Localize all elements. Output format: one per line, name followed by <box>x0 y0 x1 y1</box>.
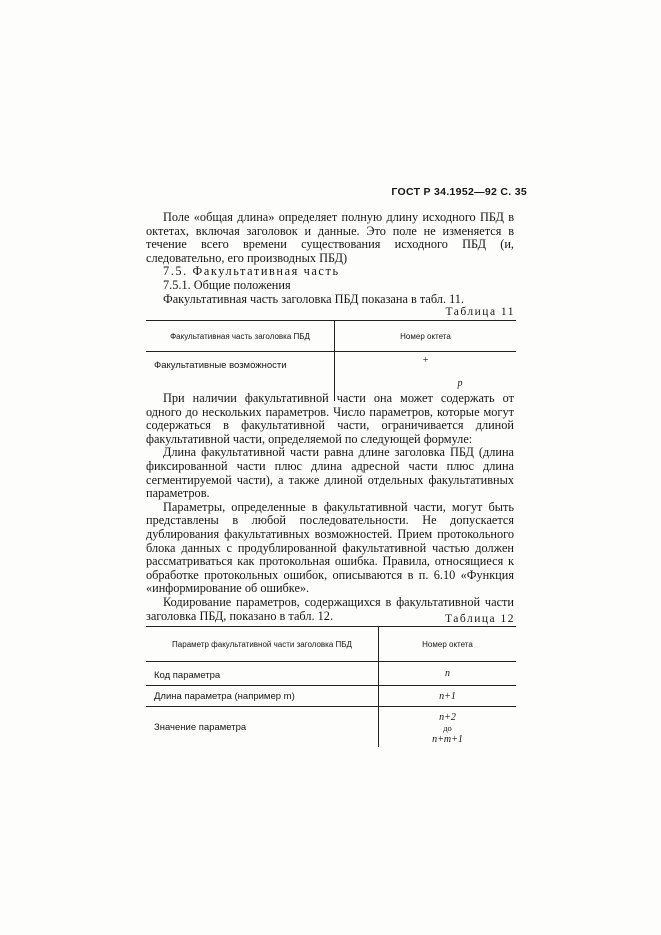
paragraph-table11-ref: Факультативная часть заголовка ПБД показана в табл. 11. <box>163 291 465 306</box>
table11-octet-bottom: p <box>457 378 463 389</box>
table12-header-col1: Параметр факультативной части заголовка ПБД <box>146 627 379 662</box>
paragraph-length-formula: Длина факультативной части равна длине заголовка ПБД (длина фиксированной части плюс длина адресной части плюс длина сегментируемой части), а также длиной отдельных факультативных параметров. <box>146 445 514 501</box>
middle-text-block <box>146 392 514 623</box>
paragraph-params-count: При наличии факультативной части она может содержать от одного до нескольких параметров. Число параметров, которые могут содержаться в факультативной части, ограничивается длиной факультативной части, определяемой по следующей формуле: <box>146 391 514 446</box>
table11-octet-top: + <box>422 355 429 366</box>
table-11 <box>146 320 516 401</box>
table12-header-col2: Номер октета <box>379 627 517 662</box>
table11-row-label: Факультативные возможности <box>154 360 287 371</box>
table-row <box>146 686 516 707</box>
table12-row-label: Код параметра <box>146 662 379 686</box>
table12-row-octet: n <box>379 662 517 686</box>
table11-header-col1: Факультативная часть заголовка ПБД <box>146 321 335 352</box>
table11-header-col2: Номер октета <box>335 321 517 352</box>
top-text-block <box>146 211 514 306</box>
table12-row-label: Длина параметра (например m) <box>146 686 379 707</box>
table-row <box>146 662 516 686</box>
table12-row-octet <box>379 707 517 748</box>
table12-row-label: Значение параметра <box>154 721 247 733</box>
table-12 <box>146 626 516 747</box>
table11-caption: Таблица 11 <box>445 306 515 318</box>
paragraph-params-order: Параметры, определенные в факультативной части, могут быть представлены в любой последовательности. Не допускается дублирования факультативных возможностей. Прием протокольного блока данных с продублированной факультативной частью должен рассматриваться как протокольная ошибка. Правила, относящиеся к обработке протокольных ошибок, описываются в п. 6.10 «Функция «информирование об ошибке». <box>146 499 514 596</box>
table12-octet-line: n+2 <box>439 711 456 723</box>
table12-octet-line: n+m+1 <box>432 733 463 745</box>
table12-row-octet: n+1 <box>379 686 517 707</box>
table12-caption: Таблица 12 <box>445 613 515 625</box>
table12-octet-line: до <box>443 722 452 733</box>
section-7-5-1-heading: 7.5.1. Общие положения <box>163 277 291 292</box>
section-7-5-heading: 7.5. Факультативная часть <box>163 264 340 279</box>
paragraph-table12-ref: Кодирование параметров, содержащихся в факультативной части заголовка ПБД, показано в табл. 12. <box>146 594 514 623</box>
page-header: ГОСТ Р 34.1952—92 С. 35 <box>391 186 527 198</box>
table-row <box>146 707 516 748</box>
paragraph-total-length: Поле «общая длина» определяет полную длину исходного ПБД в октетах, включая заголовок и данные. Это поле не изменяется в течение всего времени существования исходного ПБД (и, следовательно, его производных ПБД) <box>146 210 514 265</box>
